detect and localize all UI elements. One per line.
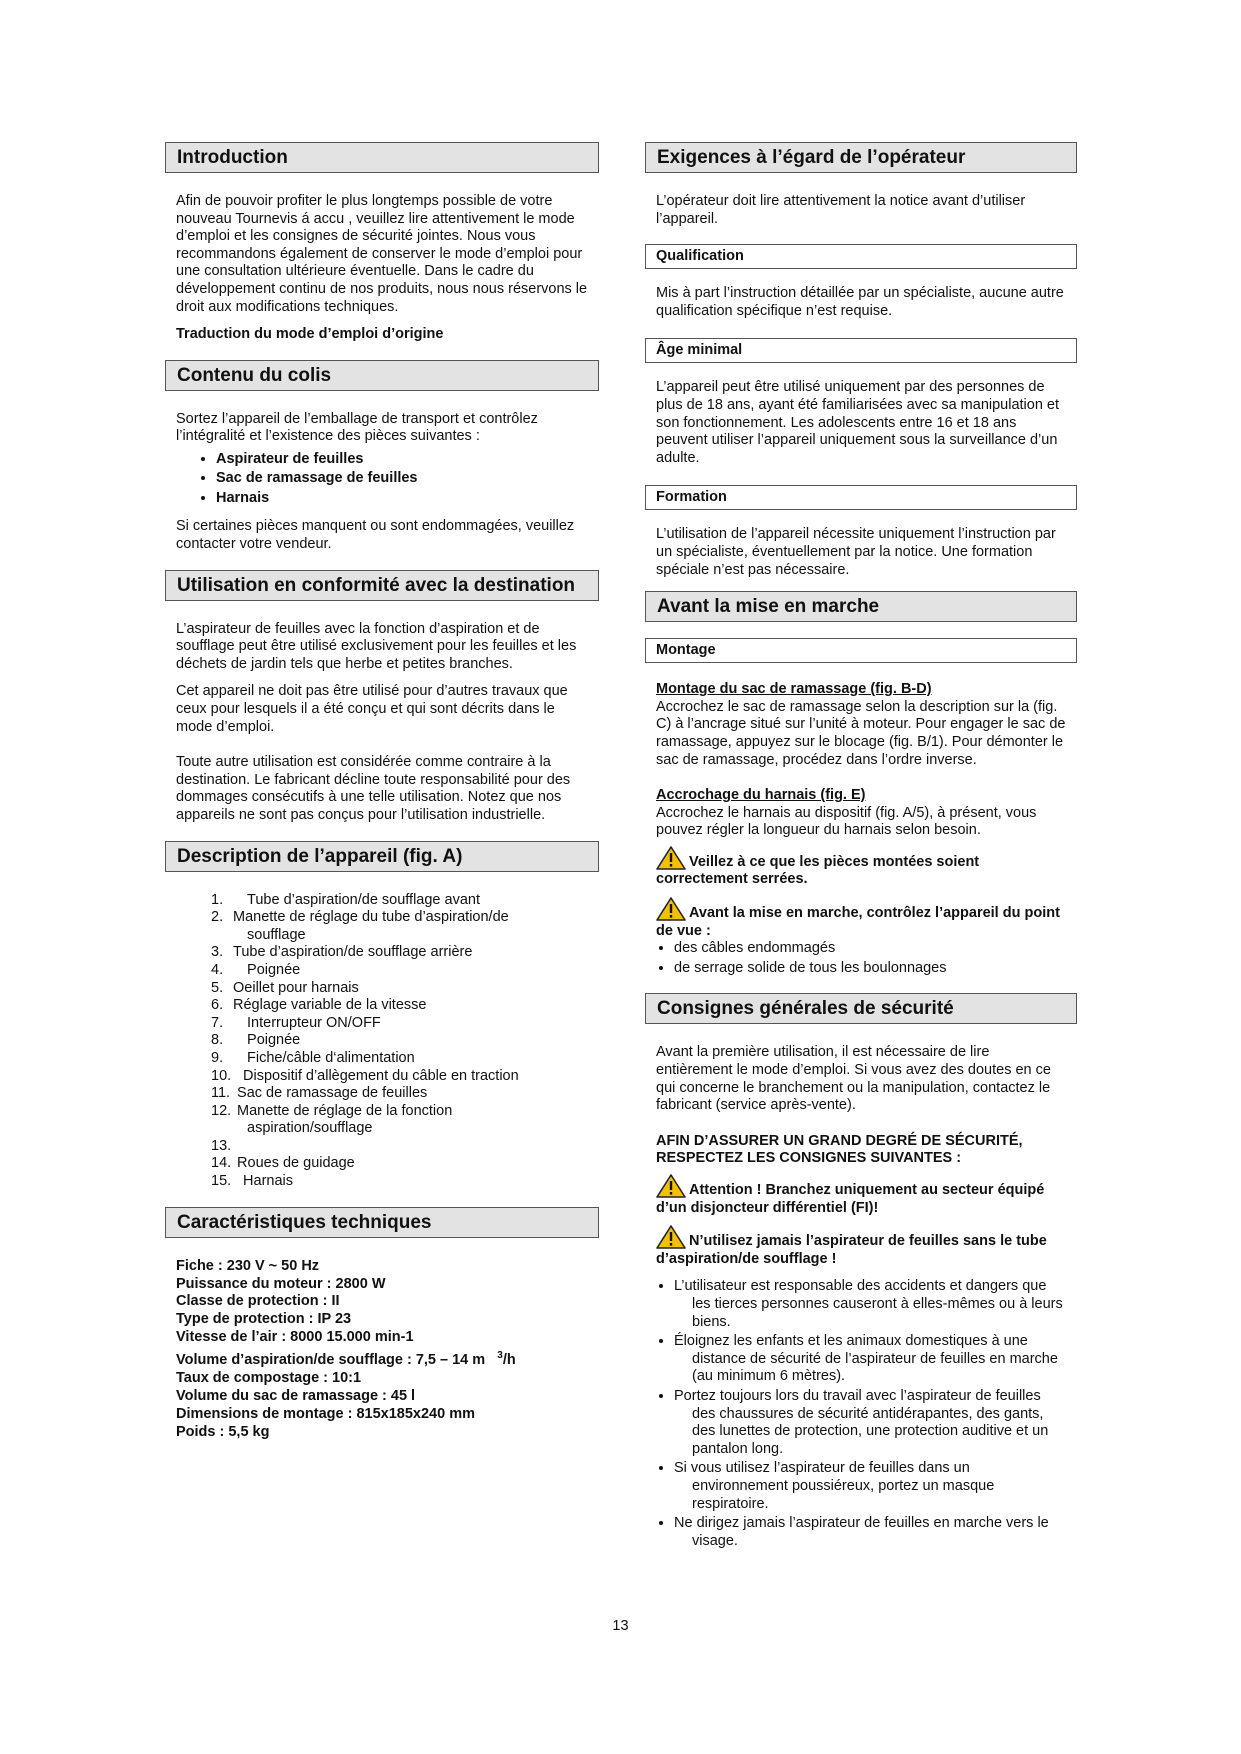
section-title-avant: Avant la mise en marche bbox=[645, 591, 1077, 622]
list-item: 8. Poignée bbox=[211, 1032, 301, 1049]
description-list bbox=[165, 892, 599, 1191]
list-item: • Harnais bbox=[216, 489, 588, 509]
contenu-text: Sortez l’appareil de l’emballage de transport et contrôlez l’intégralité et l’existence des pièces suivantes : bbox=[176, 410, 538, 445]
list-item: • Sac de ramassage de feuilles bbox=[216, 469, 588, 489]
list-item: 10. Dispositif d’allègement du câble en traction bbox=[211, 1067, 519, 1084]
warning-controle: Avant la mise en marche, contrôlez l’appareil du point de vue : bbox=[645, 897, 1077, 940]
montage-sac-block bbox=[645, 681, 1077, 769]
spec-volume: Volume d’aspiration/de soufflage : 7,5 – 14 m $^3$/h bbox=[176, 1350, 516, 1369]
list-item: 2. Manette de réglage du tube d’aspiration/de soufflage bbox=[211, 909, 509, 943]
list-item: 3. Tube d’aspiration/de soufflage arrière bbox=[211, 944, 473, 961]
list-item: 9. Fiche/câble d‘alimentation bbox=[211, 1049, 415, 1066]
harnais-text: Accrochez le harnais au dispositif (fig. A/5), à présent, vous pouvez régler la longueur du harnais selon besoin. bbox=[656, 804, 1037, 839]
list-item: 5. Oeillet pour harnais bbox=[211, 979, 359, 996]
warning-serrage: Veillez à ce que les pièces montées soient correctement serrées. bbox=[645, 846, 1077, 889]
section-title-description: Description de l’appareil (fig. A) bbox=[165, 841, 599, 872]
section-title-utilisation: Utilisation en conformité avec la destination bbox=[165, 570, 599, 601]
left-column bbox=[165, 142, 599, 1442]
exigences-text: L’opérateur doit lire attentivement la notice avant d’utiliser l’appareil. bbox=[656, 193, 1026, 227]
specs-list bbox=[165, 1258, 599, 1442]
montage-sac-heading: Montage du sac de ramassage (fig. B-D) bbox=[656, 681, 932, 698]
list-item: 15. Harnais bbox=[211, 1173, 293, 1190]
controle-list bbox=[645, 940, 1077, 977]
warning-triangle-icon bbox=[656, 1174, 686, 1198]
list-item: 12. Manette de réglage de la fonction aspiration/soufflage bbox=[211, 1102, 453, 1137]
list-item: 7. Interrupteur ON/OFF bbox=[211, 1014, 381, 1031]
list-item: 4. Poignée bbox=[211, 961, 301, 978]
spec-vitesse: Vitesse de l’air : 8000 15.000 min-1 bbox=[176, 1329, 414, 1346]
consignes-caps: AFIN D’ASSURER UN GRAND DEGRÉ DE SÉCURITÉ, RESPECTEZ LES CONSIGNES SUIVANTES : bbox=[656, 1132, 1023, 1167]
list-item: 6. Réglage variable de la vitesse bbox=[211, 997, 427, 1014]
list-item: 14. Roues de guidage bbox=[211, 1155, 355, 1172]
contenu-footer: Si certaines pièces manquent ou sont endommagées, veuillez contacter votre vendeur. bbox=[176, 518, 575, 553]
age-text: L’appareil peut être utilisé uniquement par des personnes de plus de 18 ans, ayant été familiarisées avec sa manipulation et son fonctionnement. Les adolescents entre 16 et 18 ans peuvent utiliser l’appareil uniquement sous la surveillance d’un adulte. bbox=[656, 379, 1060, 466]
warning-disjoncteur: Attention ! Branchez uniquement au secteur équipé d’un disjoncteur différentiel (FI)! bbox=[645, 1174, 1077, 1217]
consignes-list bbox=[645, 1278, 1077, 1550]
spec-puissance: Puissance du moteur : 2800 W bbox=[176, 1275, 386, 1292]
subsection-title-formation: Formation bbox=[645, 485, 1077, 510]
qualification-text: Mis à part l’instruction détaillée par un spécialiste, aucune autre qualification spécifique n’est requise. bbox=[656, 285, 1064, 319]
list-item: • L’utilisateur est responsable des accidents et dangers que les tierces personnes causeront à elles-mêmes ou à leurs biens. bbox=[674, 1278, 1066, 1331]
montage-sac-text: Accrochez le sac de ramassage selon la description sur la (fig. C) à l’ancrage situé sur l’unité à moteur. Pour engager le sac de ramassage, appuyez sur le blocage (fig. B/1). Pour démonter le sac de ramassage, procédez dans l’ordre inverse. bbox=[656, 698, 1066, 768]
section-title-specs: Caractéristiques techniques bbox=[165, 1207, 599, 1238]
section-title-exigences: Exigences à l’égard de l’opérateur bbox=[645, 142, 1077, 173]
subsection-title-montage: Montage bbox=[645, 638, 1077, 663]
list-item: • Aspirateur de feuilles bbox=[216, 450, 588, 470]
list-item: • des câbles endommagés bbox=[674, 940, 1066, 958]
list-item: • Si vous utilisez l’aspirateur de feuilles dans un environnement poussiéreux, portez un masque respiratoire. bbox=[674, 1460, 1066, 1513]
list-item: • Ne dirigez jamais l’aspirateur de feuilles en marche vers le visage. bbox=[674, 1515, 1066, 1550]
spec-classe: Classe de protection : II bbox=[176, 1293, 340, 1310]
section-title-introduction: Introduction bbox=[165, 142, 599, 173]
warning-tube: N’utilisez jamais l’aspirateur de feuilles sans le tube d’aspiration/de soufflage ! bbox=[645, 1225, 1077, 1268]
spec-type: Type de protection : IP 23 bbox=[176, 1311, 352, 1328]
list-item: • de serrage solide de tous les boulonnages bbox=[674, 960, 1066, 978]
warning-triangle-icon bbox=[656, 1225, 686, 1249]
introduction-text: Afin de pouvoir profiter le plus longtemps possible de votre nouveau Tournevis á accu , veuillez lire attentivement le mode d’emploi et les consignes de sécurité jointes. Nous vous recommandons également de conserver le mode d’emploi pour une consultation ultérieure éventuelle. Dans le cadre du développement continu de nos produits, nous nous réservons le droit aux modifications techniques. bbox=[176, 193, 588, 315]
section-title-contenu: Contenu du colis bbox=[165, 360, 599, 391]
spec-sac: Volume du sac de ramassage : 45 l bbox=[176, 1387, 416, 1404]
spec-taux: Taux de compostage : 10:1 bbox=[176, 1369, 362, 1386]
utilisation-text-1: L’aspirateur de feuilles avec la fonction d’aspiration et de soufflage peut être utilisé exclusivement pour les feuilles et les déchets de jardin tels que herbe et petites branches. bbox=[176, 620, 577, 672]
utilisation-text-2: Cet appareil ne doit pas être utilisé pour d’autres travaux que ceux pour lesquels il a été conçu et qui sont décrits dans le mode d’emploi. bbox=[176, 683, 568, 735]
formation-text: L’utilisation de l’appareil nécessite uniquement l’instruction par un spécialiste, éventuellement par la notice. Une formation spéciale n’est pas nécessaire. bbox=[656, 526, 1056, 578]
harnais-heading: Accrochage du harnais (fig. E) bbox=[656, 787, 866, 804]
contenu-list bbox=[165, 450, 599, 509]
list-item: 13. bbox=[211, 1137, 232, 1154]
translation-note: Traduction du mode d’emploi d’origine bbox=[176, 326, 444, 343]
spec-dimensions: Dimensions de montage : 815x185x240 mm bbox=[176, 1405, 475, 1422]
subsection-title-age: Âge minimal bbox=[645, 338, 1077, 363]
list-item: • Portez toujours lors du travail avec l’aspirateur de feuilles des chaussures de sécurité antidérapantes, des gants, des lunettes de protection, une protection auditive et un pantalon long. bbox=[674, 1388, 1066, 1458]
utilisation-text-3: Toute autre utilisation est considérée comme contraire à la destination. Le fabricant décline toute responsabilité pour des dommages consécutifs à une telle utilisation. Notez que nos appareils ne sont pas conçus pour l’utilisation industrielle. bbox=[176, 754, 571, 823]
subsection-title-qualification: Qualification bbox=[645, 244, 1077, 269]
list-item: 1. Tube d’aspiration/de soufflage avant bbox=[211, 891, 481, 908]
warning-triangle-icon bbox=[656, 897, 686, 921]
warning-triangle-icon bbox=[656, 846, 686, 870]
harnais-block bbox=[645, 787, 1077, 840]
consignes-text: Avant la première utilisation, il est nécessaire de lire entièrement le mode d’emploi. Si vous avez des doutes en ce qui concerne le branchement ou la manipulation, contactez le fabricant (service après-vente). bbox=[656, 1044, 1051, 1114]
spec-fiche: Fiche : 230 V ~ 50 Hz bbox=[176, 1257, 320, 1274]
list-item: 11. Sac de ramassage de feuilles bbox=[211, 1085, 428, 1102]
list-item: • Éloignez les enfants et les animaux domestiques à une distance de sécurité de l’aspirateur de feuilles en marche (au minimum 6 mètres). bbox=[674, 1333, 1066, 1386]
spec-poids: Poids : 5,5 kg bbox=[176, 1423, 270, 1440]
page-number: 13 bbox=[612, 1618, 629, 1634]
section-title-consignes: Consignes générales de sécurité bbox=[645, 993, 1077, 1024]
right-column bbox=[645, 142, 1077, 1552]
